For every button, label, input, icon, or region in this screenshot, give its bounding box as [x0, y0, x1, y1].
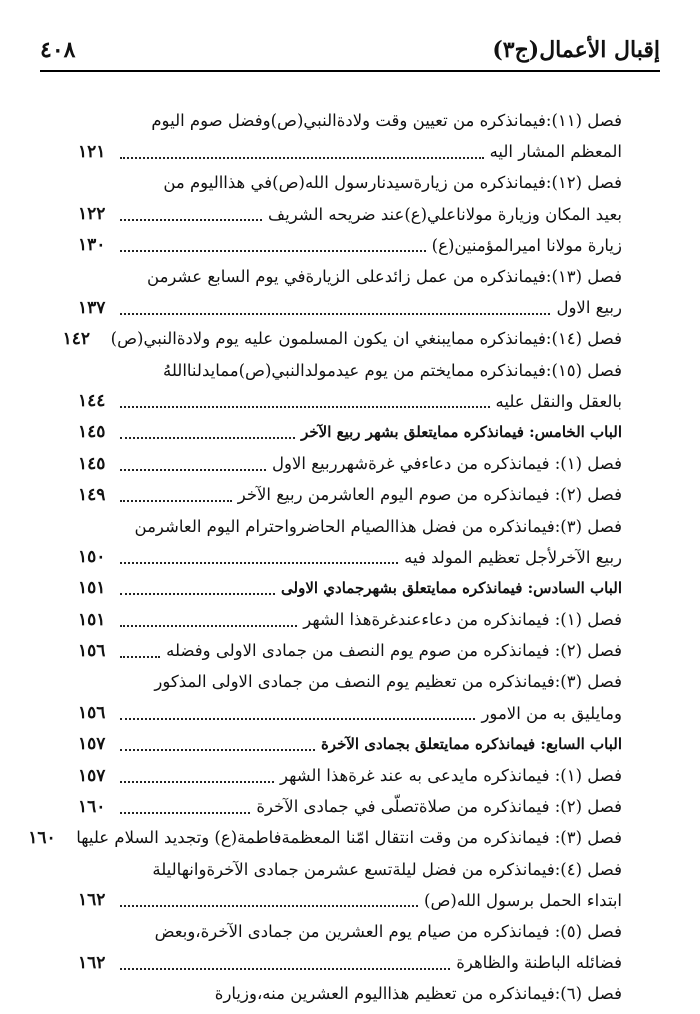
toc-page-number: ١٣٧	[78, 297, 106, 318]
toc-entry-text: الباب الخامس: فيمانذكره ممايتعلق بشهر ربيع الآخر	[301, 423, 622, 442]
page-header	[40, 30, 660, 72]
toc-entry	[28, 822, 622, 853]
toc-line	[78, 916, 622, 947]
toc-line	[78, 510, 622, 541]
toc-entry-text: فصل (٣):فيمانذكره من تعظيم يوم النصف من جمادى الاولى المذكور	[154, 672, 622, 692]
toc-page-number: ١٤٢	[62, 328, 91, 349]
toc-line	[78, 729, 622, 760]
toc-entry	[78, 448, 622, 479]
toc-line	[78, 167, 622, 198]
toc-line	[78, 479, 622, 510]
toc-line	[78, 698, 622, 729]
toc-line	[78, 292, 622, 323]
toc-page-number: ١٤٥	[78, 422, 106, 443]
dotted-leader	[120, 625, 297, 627]
toc-page-number: ١٥١	[78, 578, 106, 599]
toc-line	[78, 854, 622, 885]
dotted-leader	[120, 718, 475, 720]
toc-entry	[78, 978, 622, 1009]
toc-page-number: ١٦٠	[28, 827, 56, 848]
toc-page-number: ١٥٧	[78, 734, 106, 755]
toc-entry-text: فصل (٥): فيمانذكره من صيام يوم العشرين من جمادى الآخرة،وبعض	[154, 921, 622, 941]
dotted-leader	[120, 562, 398, 564]
toc-page-number: ١٤٤	[78, 391, 106, 412]
toc-entry-text: ابتداء الحمل برسول الله(ص)	[424, 890, 622, 910]
toc-page-number: ١٢٢	[78, 204, 106, 225]
dotted-leader	[120, 469, 266, 471]
toc-entry-text: فصل (١١):فيمانذكره من تعيين وقت ولادةالنبي(ص)وفضل صوم اليوم	[151, 111, 622, 131]
dotted-leader	[120, 157, 484, 159]
toc-line	[78, 448, 622, 479]
toc-page-number: ١٦٠	[78, 796, 106, 817]
toc-line	[78, 417, 622, 448]
toc-line	[78, 791, 622, 822]
dotted-leader	[120, 781, 274, 783]
dotted-leader	[120, 250, 426, 252]
dotted-leader	[120, 500, 232, 502]
dotted-leader	[120, 437, 295, 439]
toc-line	[78, 604, 622, 635]
toc-line	[28, 822, 622, 853]
toc-line	[78, 978, 622, 1009]
toc-page-number: ١٥١	[78, 609, 106, 630]
book-title: إقبال الأعمال(ج٣)	[492, 37, 660, 63]
toc-page-number: ١٦٢	[78, 952, 106, 973]
toc-entry-text: زيارة مولانا اميرالمؤمنين(ع)	[431, 235, 622, 255]
toc-entry	[78, 510, 622, 572]
toc-entry	[62, 323, 622, 354]
toc-page-number: ١٤٩	[78, 484, 106, 505]
toc-entry-text: فصل (١٥):فيمانذكره ممايختم من يوم عيدمولدالنبي(ص)ممايدلنااللهُ	[162, 360, 622, 380]
toc-line	[78, 136, 622, 167]
toc-page-number: ١٥٠	[78, 547, 106, 568]
toc-line	[78, 635, 622, 666]
toc-line	[78, 230, 622, 261]
toc-entry-text: فصل (٤):فيمانذكره من فضل ليلةتسع عشرمن جمادى الآخرةوانهاليلة	[152, 859, 622, 879]
toc-page-number: ١٦٢	[78, 890, 106, 911]
toc-entry	[78, 916, 622, 978]
toc-entry-text: فصل (١): فيمانذكره مايدعى به عند غرةهذا الشهر	[279, 766, 622, 786]
toc-page-number: ١٥٦	[78, 703, 106, 724]
toc-line	[78, 199, 622, 230]
toc-line	[78, 355, 622, 386]
toc-line	[78, 105, 622, 136]
toc-chapter-heading	[78, 573, 622, 604]
toc-entry-text: ربيع الاول	[556, 298, 622, 318]
toc-entry-text: فصل (١): فيمانذكره من دعاءفي غرةشهرربيع الاول	[272, 454, 622, 474]
toc-entry-text: فصل (١٣):فيمانذكره من عمل زائدعلى الزيارةفي يوم السابع عشرمن	[147, 267, 622, 287]
toc-entry	[78, 760, 622, 791]
toc-entry	[78, 355, 622, 417]
toc-line	[78, 573, 622, 604]
toc-entry-text: فصل (٢): فيمانذكره من صلاةتصلّى في جمادى الآخرة	[256, 797, 622, 817]
toc-page-number: ١٤٥	[78, 453, 106, 474]
toc-line	[62, 323, 622, 354]
toc-page-number: ١٥٧	[78, 765, 106, 786]
toc-entry-text: الباب السادس: فيمانذكره ممايتعلق بشهرجمادي الاولى	[281, 579, 622, 598]
toc-page-number: ١٢١	[78, 141, 106, 162]
dotted-leader	[120, 593, 275, 595]
dotted-leader	[120, 905, 418, 907]
toc-page-number: ١٣٠	[78, 235, 106, 256]
dotted-leader	[120, 219, 262, 221]
toc-line	[78, 261, 622, 292]
toc-entry-text: الباب السابع: فيمانذكره ممايتعلق بجمادى الآخرة	[320, 735, 622, 754]
page-number: ٤٠٨	[40, 37, 76, 63]
dotted-leader	[120, 749, 315, 751]
dotted-leader	[120, 968, 450, 970]
toc-entry-text: فصل (١): فيمانذكره من دعاءعندغرةهذا الشهر	[303, 610, 622, 630]
toc-entry	[78, 105, 622, 167]
toc-line	[78, 666, 622, 697]
toc-entry-text: ومايليق به من الامور	[481, 703, 622, 723]
toc-line	[78, 386, 622, 417]
table-of-contents	[28, 105, 622, 1009]
toc-entry-text: فصل (٣): فيمانذكره من وقت انتقال امّنا المعظمةفاطمة(ع) وتجديد السلام عليها	[76, 828, 622, 848]
toc-line	[78, 542, 622, 573]
toc-entry-text: بعيد المكان وزيارة مولاناعلي(ع)عند ضريحه الشريف	[268, 204, 622, 224]
toc-entry	[78, 167, 622, 229]
toc-entry-text: ربيع الآخرلأجل تعظيم المولد فيه	[404, 547, 622, 567]
toc-line	[78, 947, 622, 978]
dotted-leader	[120, 812, 250, 814]
dotted-leader	[120, 313, 550, 315]
toc-entry-text: فصل (١٢):فيمانذكره من زيارةسيدنارسول الله(ص)في هذااليوم من	[163, 173, 622, 193]
toc-entry-text: بالعقل والنقل عليه	[495, 391, 622, 411]
toc-page-number: ١٥٦	[78, 640, 106, 661]
toc-entry-text: فصل (٢): فيمانذكره من صوم يوم النصف من جمادى الاولى وفضله	[166, 641, 622, 661]
toc-line	[78, 760, 622, 791]
toc-entry-text: فضائله الباطنة والظاهرة	[456, 953, 622, 973]
toc-entry	[78, 666, 622, 728]
toc-entry-text: المعظم المشار اليه	[489, 142, 622, 162]
toc-chapter-heading	[78, 729, 622, 760]
toc-entry	[78, 261, 622, 323]
dotted-leader	[120, 406, 490, 408]
toc-entry-text: فصل (٣):فيمانذكره من فضل هذاالصيام الحاضرواحترام اليوم العاشرمن	[134, 516, 622, 536]
toc-entry	[78, 791, 622, 822]
toc-entry	[78, 635, 622, 666]
toc-entry	[78, 854, 622, 916]
toc-entry	[78, 604, 622, 635]
toc-entry-text: فصل (١٤):فيمانذكره ممايبنغي ان يكون المسلمون عليه يوم ولادةالنبي(ص)	[110, 329, 622, 349]
toc-entry	[78, 230, 622, 261]
toc-chapter-heading	[78, 417, 622, 448]
toc-entry	[78, 479, 622, 510]
dotted-leader	[120, 656, 160, 658]
toc-entry-text: فصل (٦):فيمانذكره من تعظيم هذااليوم العشرين منه،وزيارة	[214, 984, 622, 1004]
toc-entry-text: فصل (٢): فيمانذكره من صوم اليوم العاشرمن ربيع الآخر	[237, 485, 622, 505]
toc-line	[78, 885, 622, 916]
